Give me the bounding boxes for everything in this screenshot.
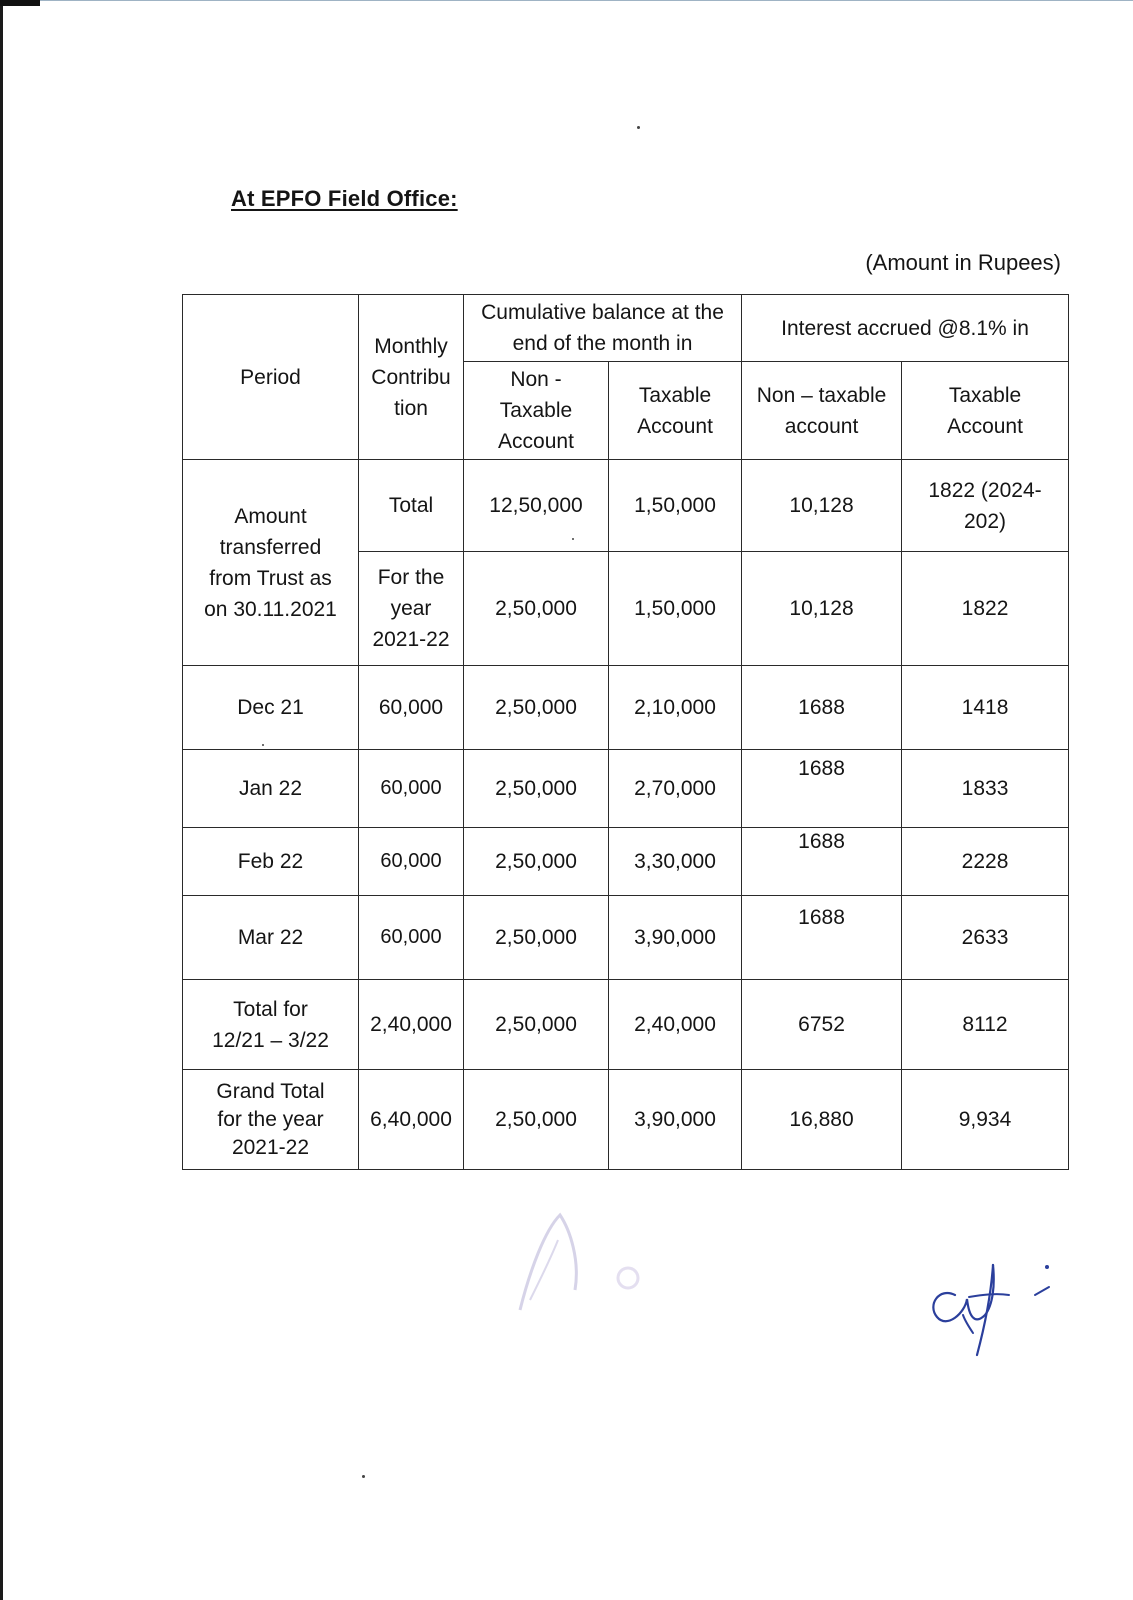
scan-speck: [262, 744, 264, 746]
scan-speck: [637, 126, 640, 129]
month-contribution: 60,000: [359, 828, 464, 896]
header-cum-taxable: Taxable Account: [609, 362, 742, 460]
month-cum-non-taxable: 2,50,000: [464, 828, 609, 896]
scan-speck: [362, 1475, 365, 1478]
month-contribution: 60,000: [359, 666, 464, 750]
month-period: Dec 21: [183, 666, 359, 750]
transferred-total-int-taxable: 1822 (2024-202): [902, 460, 1069, 552]
header-monthly-contribution: Monthly Contribu tion: [359, 295, 464, 460]
month-int-taxable: 1833: [902, 750, 1069, 828]
header-period: Period: [183, 295, 359, 460]
transferred-year-int-non-taxable: 10,128: [742, 552, 902, 666]
transferred-year-cum-taxable: 1,50,000: [609, 552, 742, 666]
grand-total-contribution: 6,40,000: [359, 1070, 464, 1170]
header-int-non-taxable: Non – taxable account: [742, 362, 902, 460]
header-int-taxable: Taxable Account: [902, 362, 1069, 460]
month-int-non-taxable: 1688: [742, 666, 902, 750]
total-int-taxable: 8112: [902, 980, 1069, 1070]
table-row: [183, 460, 1069, 552]
month-contribution: 60,000: [359, 896, 464, 980]
transferred-period-cell: Amount transferred from Trust as on 30.11.2021: [183, 460, 359, 666]
grand-total-cum-taxable: 3,90,000: [609, 1070, 742, 1170]
grand-total-cum-non-taxable: 2,50,000: [464, 1070, 609, 1170]
month-contribution: 60,000: [359, 750, 464, 828]
transferred-total-label: Total: [359, 460, 464, 552]
header-cumulative-balance: Cumulative balance at the end of the month in: [464, 295, 742, 362]
transferred-total-cum-non-taxable: 12,50,000: [464, 460, 609, 552]
grand-total-period: Grand Total for the year 2021-22: [183, 1070, 359, 1170]
table-row: [183, 828, 1069, 896]
table-header-row-1: [183, 295, 1069, 362]
month-period: Feb 22: [183, 828, 359, 896]
scan-edge-left: [0, 0, 3, 1600]
table-row-total: [183, 980, 1069, 1070]
total-cum-taxable: 2,40,000: [609, 980, 742, 1070]
scan-top-line: [40, 0, 1133, 1]
month-int-taxable: 1418: [902, 666, 1069, 750]
transferred-total-int-non-taxable: 10,128: [742, 460, 902, 552]
header-cum-non-taxable: Non - Taxable Account: [464, 362, 609, 460]
month-cum-taxable: 3,90,000: [609, 896, 742, 980]
month-int-non-taxable: 1688: [742, 828, 902, 896]
table-row: [183, 750, 1069, 828]
month-period: Jan 22: [183, 750, 359, 828]
total-int-non-taxable: 6752: [742, 980, 902, 1070]
header-interest-accrued: Interest accrued @8.1% in: [742, 295, 1069, 362]
amount-note: (Amount in Rupees): [865, 250, 1061, 275]
table-row: [183, 896, 1069, 980]
transferred-total-cum-taxable: 1,50,000: [609, 460, 742, 552]
total-contribution: 2,40,000: [359, 980, 464, 1070]
grand-total-int-taxable: 9,934: [902, 1070, 1069, 1170]
total-period: Total for 12/21 – 3/22: [183, 980, 359, 1070]
month-int-taxable: 2633: [902, 896, 1069, 980]
table-row: [183, 666, 1069, 750]
epfo-balance-table: [182, 294, 1069, 1170]
faint-stamp-mark: [500, 1200, 660, 1330]
month-int-non-taxable: 1688: [742, 896, 902, 980]
transferred-year-label: For the year 2021-22: [359, 552, 464, 666]
month-cum-taxable: 3,30,000: [609, 828, 742, 896]
page-heading: At EPFO Field Office:: [231, 186, 458, 211]
table-row-grand-total: [183, 1070, 1069, 1170]
scan-edge-top: [0, 0, 40, 6]
scan-speck: [572, 538, 574, 540]
month-cum-non-taxable: 2,50,000: [464, 896, 609, 980]
month-int-non-taxable: 1688: [742, 750, 902, 828]
total-cum-non-taxable: 2,50,000: [464, 980, 609, 1070]
month-period: Mar 22: [183, 896, 359, 980]
handwritten-signature: [925, 1255, 1065, 1365]
grand-total-int-non-taxable: 16,880: [742, 1070, 902, 1170]
month-cum-non-taxable: 2,50,000: [464, 666, 609, 750]
transferred-year-int-taxable: 1822: [902, 552, 1069, 666]
month-cum-taxable: 2,10,000: [609, 666, 742, 750]
month-cum-taxable: 2,70,000: [609, 750, 742, 828]
month-cum-non-taxable: 2,50,000: [464, 750, 609, 828]
month-int-taxable: 2228: [902, 828, 1069, 896]
transferred-year-cum-non-taxable: 2,50,000: [464, 552, 609, 666]
